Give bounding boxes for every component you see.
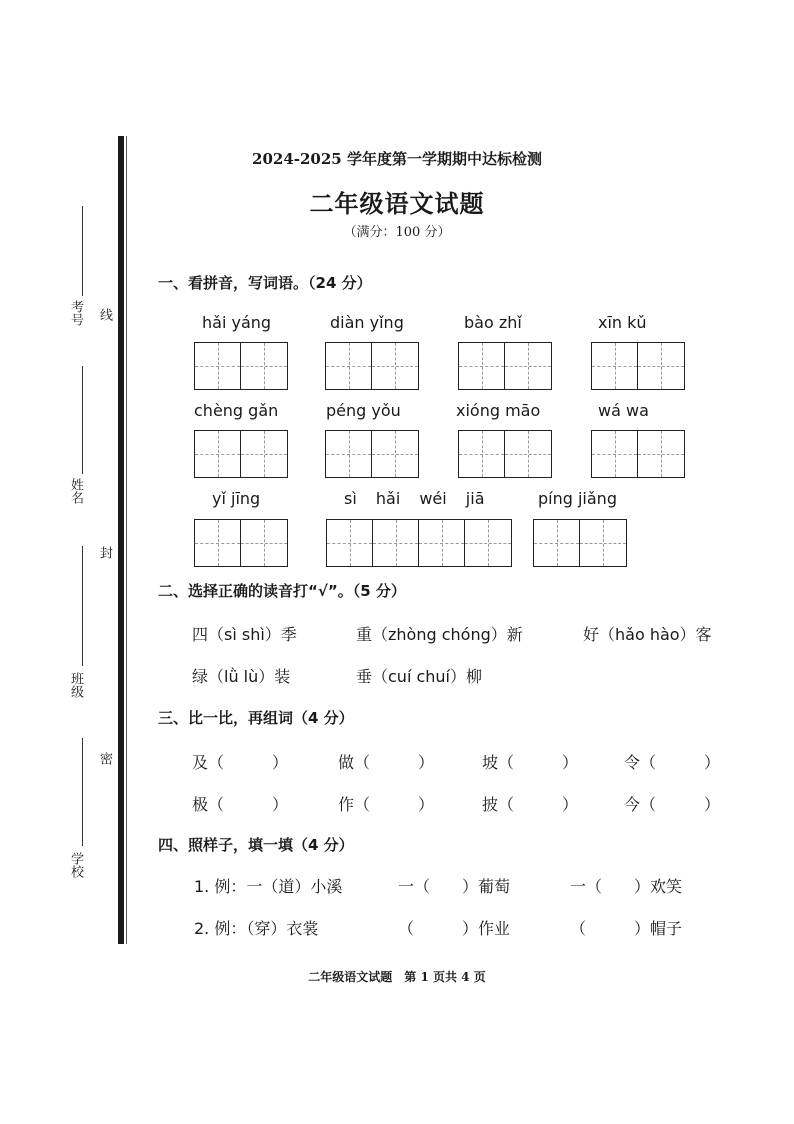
writing-grid[interactable]	[591, 342, 685, 390]
grid-cell[interactable]	[534, 520, 580, 566]
pinyin-label: sì hǎi wéi jiā	[344, 489, 485, 508]
section4-title: 四、照样子，填一填（4 分）	[158, 836, 354, 854]
page-title: 二年级语文试题	[309, 189, 485, 218]
example-item: 1. 例：一（道）小溪	[194, 877, 343, 896]
word-formation-item[interactable]: 及（ ）	[192, 753, 289, 772]
pinyin-label: chèng gǎn	[194, 401, 279, 420]
writing-grid[interactable]	[591, 430, 685, 478]
cut-mark-xian: 线	[97, 308, 112, 321]
reading-choice-item[interactable]: 垂（cuí chuí）柳	[356, 667, 482, 686]
grid-cell[interactable]	[638, 431, 684, 477]
grid-cell[interactable]	[372, 343, 418, 389]
cut-mark-feng: 封	[97, 546, 112, 559]
school-blank[interactable]	[82, 738, 83, 846]
name-blank[interactable]	[82, 366, 83, 474]
grid-cell[interactable]	[195, 431, 241, 477]
binding-border-thin	[126, 136, 127, 944]
grid-cell[interactable]	[459, 343, 505, 389]
exam-no-blank[interactable]	[82, 206, 83, 296]
example-item: 2. 例：（穿）衣裳	[194, 919, 319, 938]
grid-cell[interactable]	[419, 520, 465, 566]
class-blank[interactable]	[82, 546, 83, 666]
grid-cell[interactable]	[505, 343, 551, 389]
word-formation-item[interactable]: 今（ ）	[624, 795, 721, 814]
word-formation-item[interactable]: 披（ ）	[482, 795, 579, 814]
grid-cell[interactable]	[505, 431, 551, 477]
grid-cell[interactable]	[465, 520, 511, 566]
section2-title: 二、选择正确的读音打“√”。（5 分）	[158, 582, 406, 600]
fill-blank-item[interactable]: （ ）帽子	[570, 919, 683, 938]
pinyin-label: yǐ jīng	[212, 489, 261, 508]
grid-cell[interactable]	[327, 520, 373, 566]
pinyin-label: hǎi yáng	[202, 313, 272, 332]
grid-cell[interactable]	[372, 431, 418, 477]
section1-title: 一、看拼音，写词语。（24 分）	[158, 274, 372, 292]
word-formation-item[interactable]: 坡（ ）	[482, 753, 579, 772]
grid-cell[interactable]	[459, 431, 505, 477]
grid-cell[interactable]	[580, 520, 626, 566]
pinyin-label: xīn kǔ	[598, 313, 647, 332]
exam-no-label: 考号	[68, 300, 83, 326]
binding-border-thick	[118, 136, 124, 944]
fill-blank-item[interactable]: 一（ ）葡萄	[398, 877, 511, 896]
pinyin-label: píng jiǎng	[538, 489, 617, 508]
pinyin-label: péng yǒu	[326, 401, 401, 420]
writing-grid[interactable]	[194, 342, 288, 390]
word-formation-item[interactable]: 令（ ）	[624, 753, 721, 772]
writing-grid[interactable]	[194, 519, 288, 567]
fill-blank-item[interactable]: （ ）作业	[398, 919, 511, 938]
reading-choice-item[interactable]: 重（zhòng chóng）新	[356, 625, 523, 644]
writing-grid[interactable]	[325, 342, 419, 390]
grid-cell[interactable]	[241, 431, 287, 477]
exam-term-title: 2024-2025 学年度第一学期期中达标检测	[252, 150, 542, 168]
grid-cell[interactable]	[241, 343, 287, 389]
word-formation-item[interactable]: 做（ ）	[338, 753, 435, 772]
page-footer: 二年级语文试题 第 1 页共 4 页	[308, 970, 486, 984]
grid-cell[interactable]	[373, 520, 419, 566]
writing-grid[interactable]	[533, 519, 627, 567]
grid-cell[interactable]	[195, 343, 241, 389]
grid-cell[interactable]	[326, 343, 372, 389]
reading-choice-item[interactable]: 好（hǎo hào）客	[583, 625, 712, 644]
grid-cell[interactable]	[195, 520, 241, 566]
grid-cell[interactable]	[241, 520, 287, 566]
grid-cell[interactable]	[326, 431, 372, 477]
class-label: 班级	[68, 672, 83, 698]
name-label: 姓名	[68, 478, 83, 504]
pinyin-label: wá wa	[598, 401, 649, 420]
writing-grid[interactable]	[458, 430, 552, 478]
writing-grid[interactable]	[194, 430, 288, 478]
score-note: （满分：100 分）	[343, 225, 451, 240]
word-formation-item[interactable]: 作（ ）	[338, 795, 435, 814]
grid-cell[interactable]	[592, 431, 638, 477]
fill-blank-item[interactable]: 一（ ）欢笑	[570, 877, 683, 896]
writing-grid[interactable]	[325, 430, 419, 478]
reading-choice-item[interactable]: 绿（lǜ lù）装	[192, 667, 291, 686]
pinyin-label: diàn yǐng	[330, 313, 404, 332]
cut-mark-mi: 密	[97, 752, 112, 765]
reading-choice-item[interactable]: 四（sì shì）季	[192, 625, 297, 644]
school-label: 学校	[68, 852, 83, 878]
grid-cell[interactable]	[638, 343, 684, 389]
pinyin-label: bào zhǐ	[464, 313, 522, 332]
word-formation-item[interactable]: 极（ ）	[192, 795, 289, 814]
grid-cell[interactable]	[592, 343, 638, 389]
writing-grid[interactable]	[458, 342, 552, 390]
pinyin-label: xióng māo	[456, 401, 541, 420]
section3-title: 三、比一比，再组词（4 分）	[158, 709, 354, 727]
writing-grid[interactable]	[326, 519, 512, 567]
